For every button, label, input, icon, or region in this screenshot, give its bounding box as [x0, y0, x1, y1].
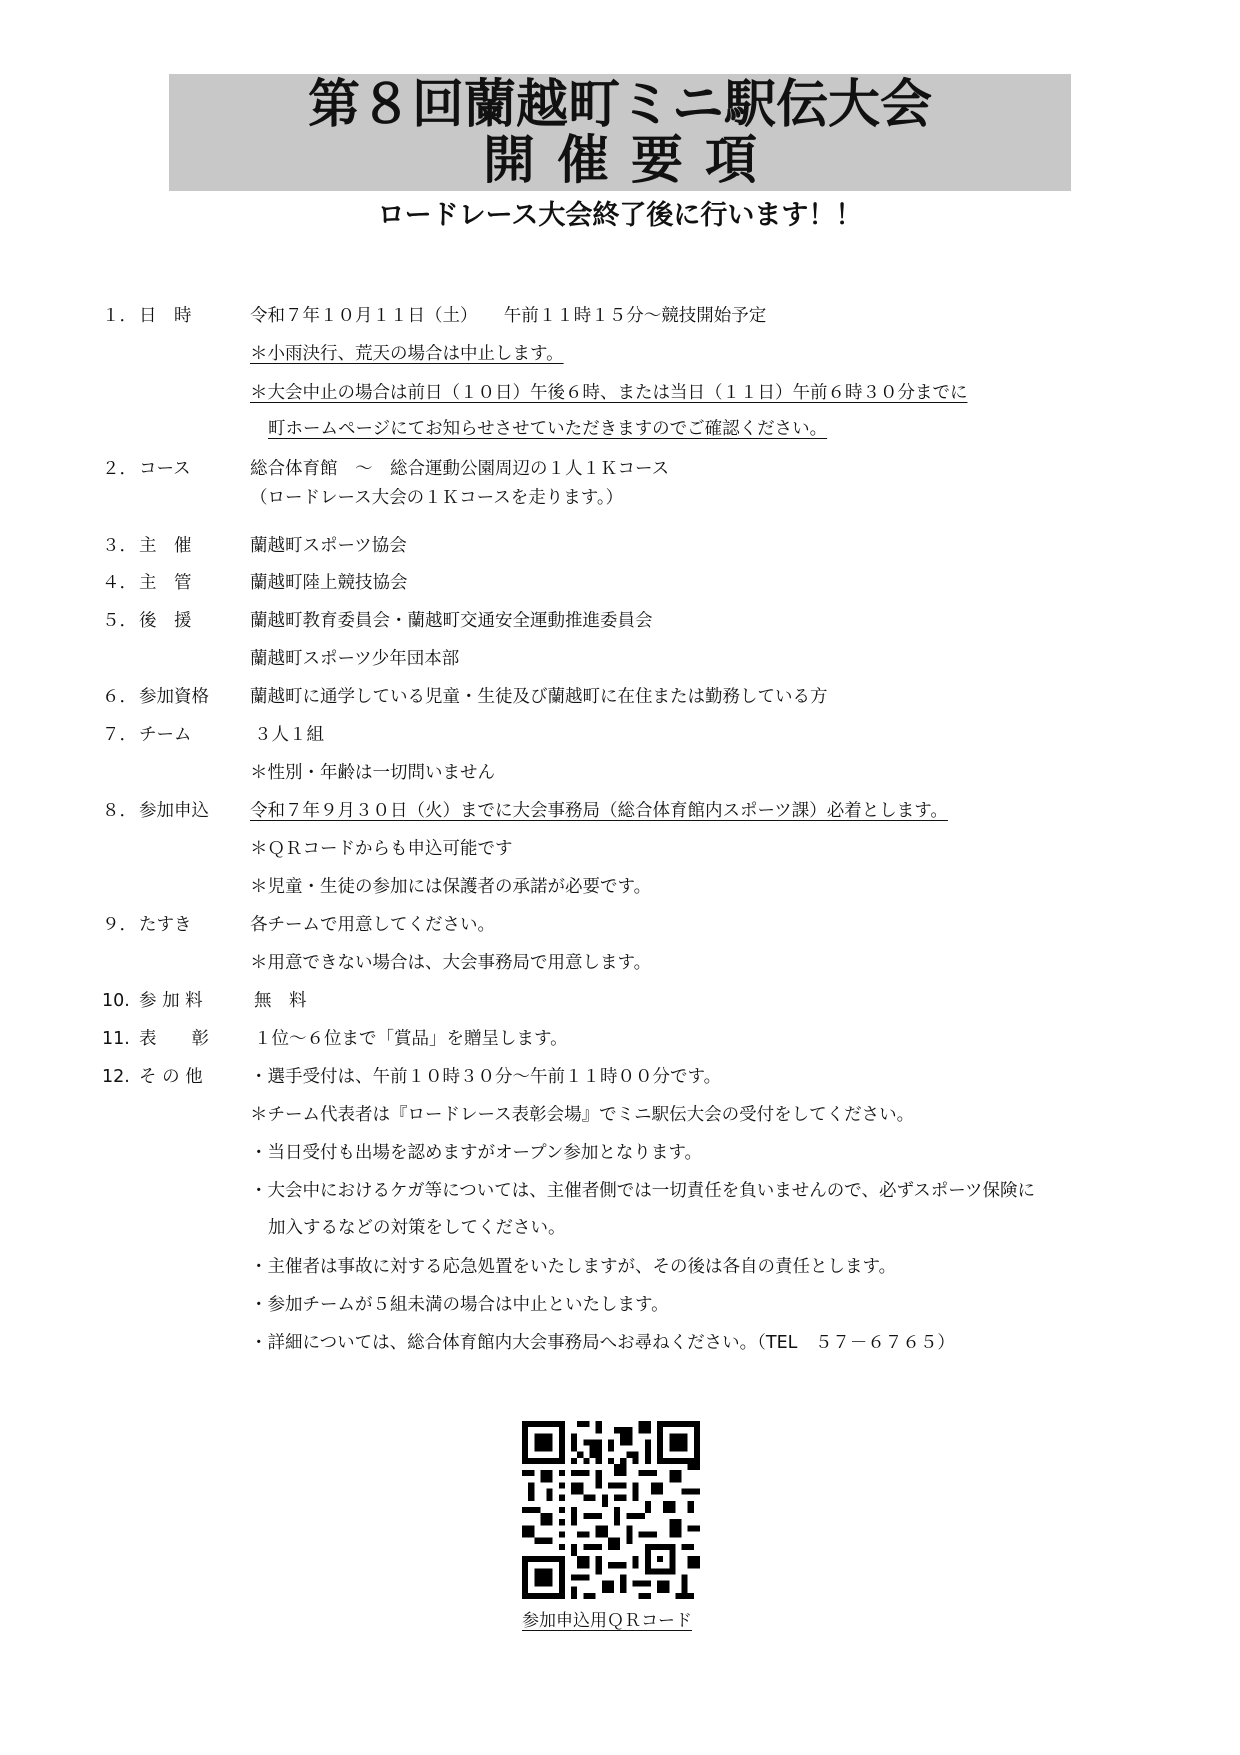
item-text: 蘭越町スポーツ少年団本部	[250, 649, 460, 669]
item-line	[0, 946, 1240, 980]
title-banner	[169, 74, 1071, 191]
item-text: ・参加チームが５組未満の場合は中止といたします。	[250, 1295, 669, 1315]
item-number: ５．	[102, 611, 137, 631]
item-line	[0, 1211, 1240, 1245]
item-line	[0, 1098, 1240, 1132]
item-application	[0, 794, 1240, 828]
item-line	[0, 642, 1240, 676]
item-number: ３．	[102, 536, 137, 556]
item-number: 10.	[102, 991, 130, 1011]
item-label: たすき	[139, 915, 192, 935]
item-awards	[0, 1022, 1240, 1056]
item-label: チーム	[139, 725, 192, 745]
item-team	[0, 718, 1240, 752]
item-date	[0, 299, 1240, 333]
item-number: 12.	[102, 1067, 130, 1087]
subtitle-notice: ロードレース大会終了後に行います！！	[377, 200, 863, 231]
item-number: ４．	[102, 573, 137, 593]
item-text: ３人１組	[254, 725, 324, 745]
item-text: ・大会中におけるケガ等については、主催者側では一切責任を負いませんので、必ずスポーツ保険に	[250, 1181, 1036, 1201]
item-fee	[0, 984, 1240, 1018]
item-text: ＊用意できない場合は、大会事務局で用意します。	[250, 953, 652, 973]
page-title: 第８回蘭越町ミニ駅伝大会	[307, 74, 932, 135]
item-text: ・当日受付も出場を認めますがオープン参加となります。	[250, 1143, 703, 1163]
item-label: 後 援	[139, 611, 192, 631]
item-text: ＊大会中止の場合は前日（１０日）午後６時、または当日（１１日）午前６時３０分までに	[250, 383, 968, 403]
item-number: ９．	[102, 915, 137, 935]
item-line	[0, 337, 1240, 371]
item-text: ・選手受付は、午前１０時３０分～午前１１時００分です。	[250, 1067, 722, 1087]
item-label: コース	[139, 459, 191, 479]
item-label: そ の 他	[139, 1067, 203, 1087]
item-label: 主 催	[139, 536, 192, 556]
item-number: ２．	[102, 459, 137, 479]
item-text: ＊ＱＲコードからも申込可能です	[250, 839, 513, 859]
item-management	[0, 566, 1240, 600]
item-number: ８．	[102, 801, 137, 821]
item-line	[0, 1288, 1240, 1322]
item-text: ＊小雨決行、荒天の場合は中止します。	[250, 344, 564, 364]
item-label: 主 管	[139, 573, 192, 593]
item-line	[0, 1250, 1240, 1284]
item-text: （ロードレース大会の１Ｋコースを走ります。）	[250, 488, 624, 508]
item-number: 11.	[102, 1029, 130, 1049]
item-line	[0, 412, 1240, 446]
item-number: ６．	[102, 687, 137, 707]
item-line	[0, 870, 1240, 904]
item-other	[0, 1060, 1240, 1094]
item-line	[0, 756, 1240, 790]
item-text: ・主催者は事故に対する応急処置をいたしますが、その後は各自の責任とします。	[250, 1257, 897, 1277]
item-label: 表 彰	[139, 1029, 209, 1049]
item-line	[0, 481, 1240, 515]
item-text: 蘭越町に通学している児童・生徒及び蘭越町に在住または勤務している方	[250, 687, 828, 707]
item-sash	[0, 908, 1240, 942]
item-text: １位～６位まで「賞品」を贈呈します。	[254, 1029, 568, 1049]
page-subtitle-heading: 開催要項	[482, 130, 779, 191]
item-line	[0, 1136, 1240, 1170]
item-text: 加入するなどの対策をしてください。	[268, 1218, 566, 1238]
item-number: １．	[102, 306, 137, 326]
qr-caption: 参加申込用ＱＲコード	[522, 1611, 692, 1631]
item-line	[0, 1326, 1240, 1360]
item-text: 蘭越町教育委員会・蘭越町交通安全運動推進委員会	[250, 611, 653, 631]
item-support	[0, 604, 1240, 638]
item-line	[0, 1174, 1240, 1208]
item-organizer	[0, 529, 1240, 563]
item-text: ＊児童・生徒の参加には保護者の承諾が必要です。	[250, 877, 652, 897]
item-text: ＊チーム代表者は『ロードレース表彰会場』でミニ駅伝大会の受付をしてください。	[250, 1105, 915, 1125]
item-label: 参 加 料	[139, 991, 203, 1011]
item-label: 参加資格	[139, 687, 209, 707]
item-text: 蘭越町陸上競技協会	[250, 573, 408, 593]
item-label: 参加申込	[139, 801, 209, 821]
item-text: 町ホームページにてお知らせさせていただきますのでご確認ください。	[268, 419, 828, 439]
item-number: ７．	[102, 725, 137, 745]
item-label: 日 時	[139, 306, 192, 326]
item-text: ＊性別・年齢は一切問いません	[250, 763, 495, 783]
item-text: 蘭越町スポーツ協会	[250, 536, 407, 556]
item-eligibility	[0, 680, 1240, 714]
qr-code[interactable]	[522, 1421, 700, 1599]
item-text: ・詳細については、総合体育館内大会事務局へお尋ねください。（TEL ５７－６７６５）	[250, 1333, 955, 1353]
item-text: 令和７年９月３０日（火）までに大会事務局（総合体育館内スポーツ課）必着とします。	[250, 801, 948, 821]
item-line	[0, 832, 1240, 866]
item-line	[0, 376, 1240, 410]
item-text: 総合体育館 ～ 総合運動公園周辺の１人１Ｋコース	[250, 459, 670, 479]
item-text: 無 料	[254, 991, 307, 1011]
item-text: 令和７年１０月１１日（土） 午前１１時１５分～競技開始予定	[250, 306, 767, 326]
item-text: 各チームで用意してください。	[250, 915, 495, 935]
